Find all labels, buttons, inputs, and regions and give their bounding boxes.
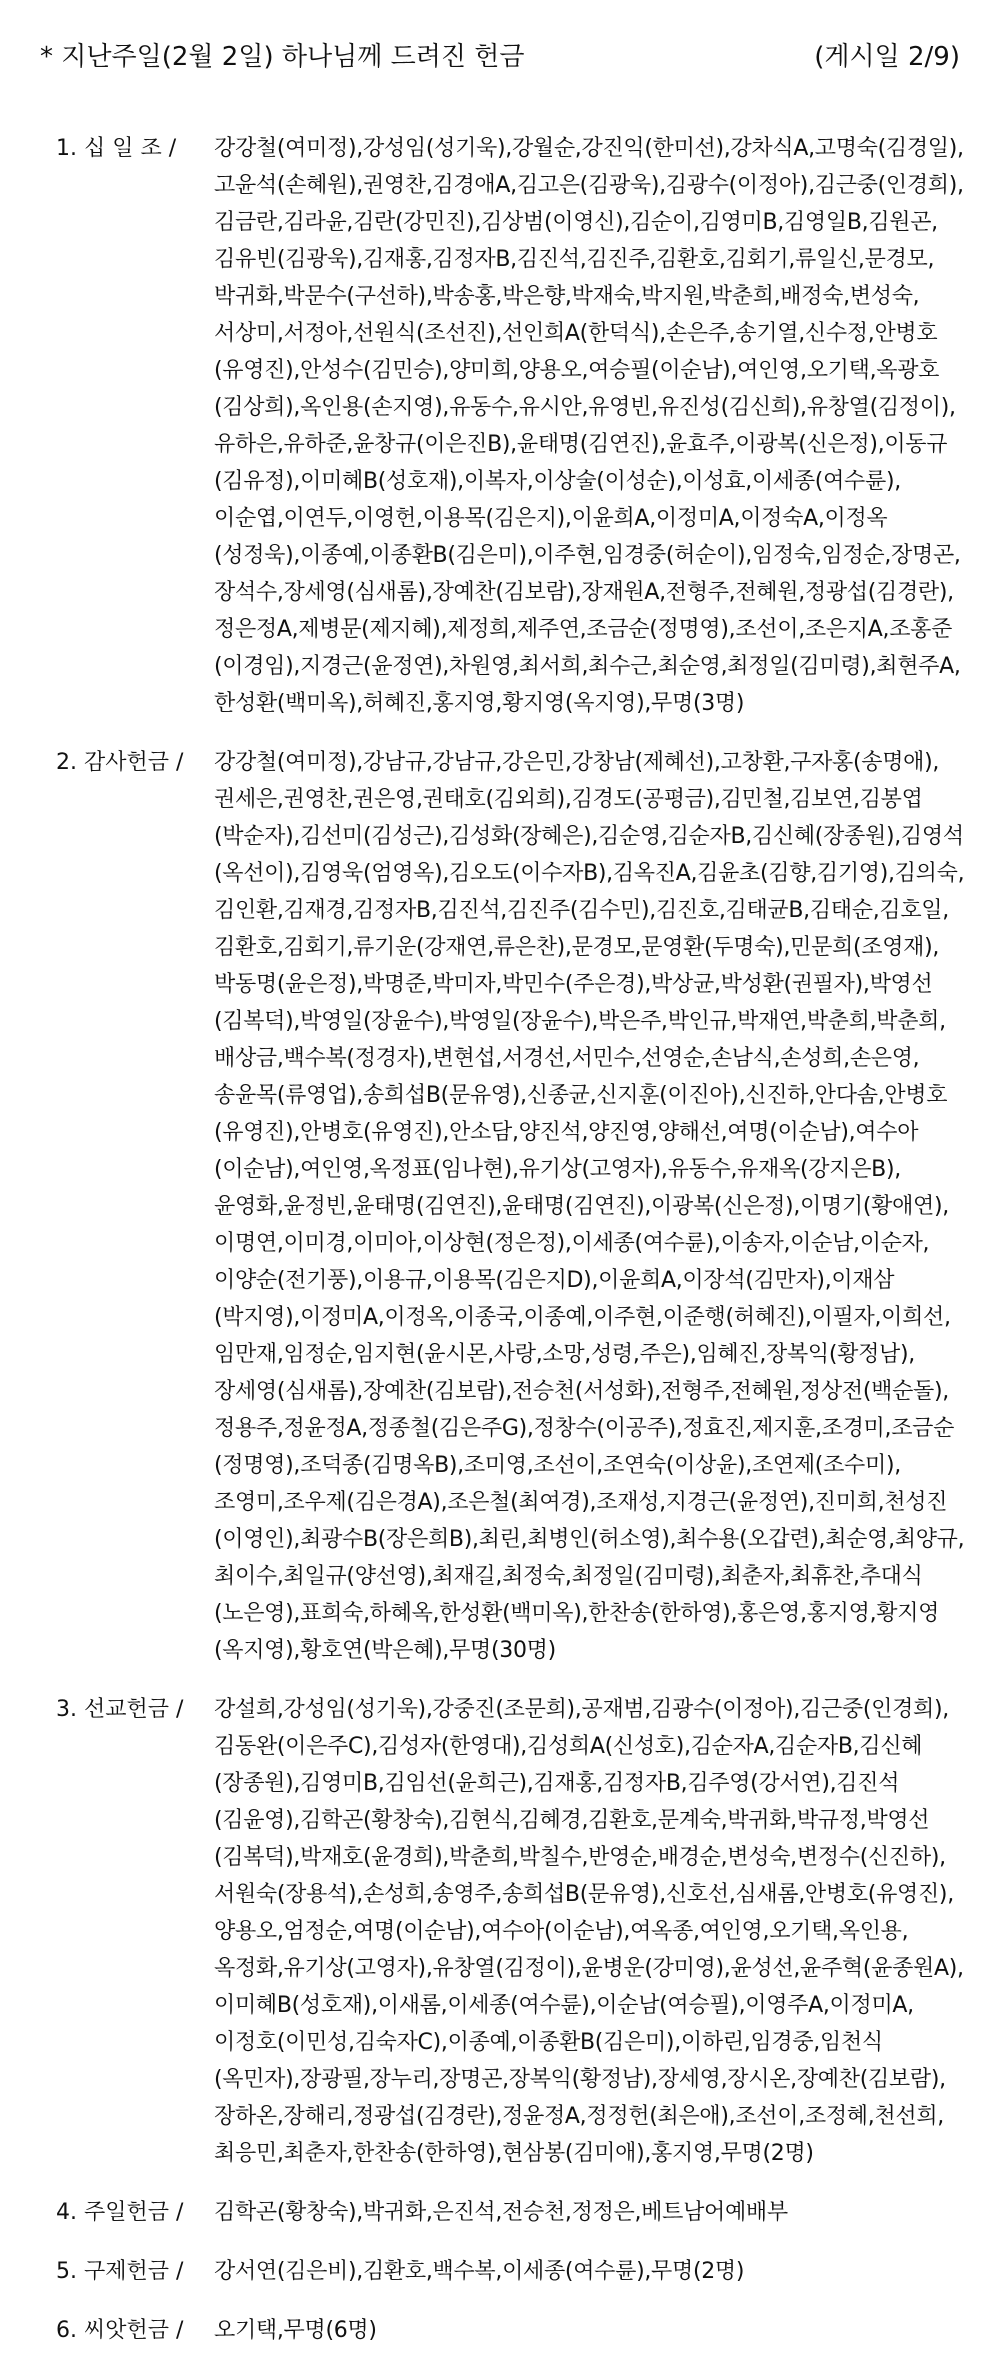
donor-list: 강강철(여미정),강성임(성기욱),강월순,강진익(한미선),강차식A,고명숙(김경일),고윤석(손혜원),권영찬,김경애A,김고은(김광욱),김광수(이정아),김근중(인경희),김금란,김라윤,김란(강민진),김상범(이영신),김순이,김영미B,김영일B,김원곤,김유빈(김광욱),김재홍,김정자B,김진석,김진주,김환호,김회기,류일신,문경모,박귀화,박문수(구선하),박송홍,박은향,박재숙,박지원,박춘희,배정숙,변성숙,서상미,서정아,선원식(조선진),선인희A(한덕식),손은주,송기열,신수정,안병호(유영진),안성수(김민승),양미희,양용오,여승필(이순남),여인영,오기택,옥광호(김상희),옥인용(손지영),유동수,유시안,유영빈,유진성(김신희),유창열(김정이),유하은,유하준,윤창규(이은진B),윤태명(김연진),윤효주,이광복(신은정),이동규(김유정),이미혜B(성호재),이복자,이상술(이성순),이성효,이세종(여수륜),이순엽,이연두,이영헌,이용목(김은지),이윤희A,이정미A,이정숙A,이정옥(성정욱),이종예,이종환B(김은미),이주현,임경중(허순이),임정숙,임정순,장명곤,장석수,장세영(심새롬),장예찬(김보람),장재원A,전형주,전혜원,정광섭(김경란),정은정A,제병문(제지혜),제정희,제주연,조금순(정명영),조선이,조은지A,조홍준(이경임),지경근(윤정연),차원영,최서희,최수근,최순영,최정일(김미령),최현주A,한성환(백미옥),허혜진,홍지영,황지영(옥지영),무명(3명) bbox=[214, 136, 964, 716]
donor-list: 강설희,강성임(성기욱),강중진(조문희),공재범,김광수(이정아),김근중(인경희),김동완(이은주C),김성자(한영대),김성희A(신성호),김순자A,김순자B,김신혜(장종원),김영미B,김임선(윤희근),김재홍,김정자B,김주영(강서연),김진석(김윤영),김학곤(황창숙),김현식,김혜경,김환호,문계숙,박귀화,박규정,박영선(김복덕),박재호(윤경희),박춘희,박칠수,반영순,배경순,변성숙,변정수(신진하),서원숙(장용석),손성희,송영주,송희섭B(문유영),신호선,심새롬,안병호(유영진),양용오,엄정순,여명(이순남),여수아(이순남),여옥종,여인영,오기택,옥인용,옥정화,유기상(고영자),유창열(김정이),윤병운(강미영),윤성선,윤주혁(윤종원A),이미혜B(성호재),이새롬,이세종(여수륜),이순남(여승필),이영주A,이정미A,이정호(이민성,김숙자C),이종예,이종환B(김은미),이하린,임경중,임천식(옥민자),장광필,장누리,장명곤,장복익(황정남),장세영,장시온,장예찬(김보람),장하온,장해리,정광섭(김경란),정윤정A,정정헌(최은애),조선이,조정혜,천선희,최응민,최춘자,한찬송(한하영),현삼봉(김미애),홍지영,무명(2명) bbox=[214, 1697, 964, 2166]
section-label: 6. 씨앗헌금 / bbox=[56, 2318, 184, 2343]
page-title: * 지난주일(2월 2일) 하나님께 드려진 헌금 bbox=[40, 42, 525, 72]
section-label: 4. 주일헌금 / bbox=[56, 2200, 184, 2225]
offering-section-mission bbox=[56, 1691, 968, 2172]
donor-list: 강서연(김은비),김환호,백수복,이세종(여수륜),무명(2명) bbox=[214, 2259, 745, 2284]
offering-section-seed bbox=[56, 2312, 968, 2349]
donor-list: 김학곤(황창숙),박귀화,은진석,전승천,정정은,베트남어예배부 bbox=[214, 2200, 788, 2225]
section-label: 3. 선교헌금 / bbox=[56, 1697, 184, 1722]
section-label: 2. 감사헌금 / bbox=[56, 750, 184, 775]
offering-section-relief bbox=[56, 2253, 968, 2290]
offering-section-sunday bbox=[56, 2194, 968, 2231]
posted-date: (게시일 2/9) bbox=[814, 42, 960, 72]
donor-list: 강강철(여미정),강남규,강남규,강은민,강창남(제혜선),고창환,구자홍(송명애),권세은,권영찬,권은영,권태호(김외희),김경도(공평금),김민철,김보연,김봉엽(박순자),김선미(김성근),김성화(장혜은),김순영,김순자B,김신혜(장종원),김영석(옥선이),김영욱(엄영옥),김오도(이수자B),김옥진A,김윤초(김향,김기영),김의숙,김인환,김재경,김정자B,김진석,김진주(김수민),김진호,김태균B,김태순,김호일,김환호,김회기,류기운(강재연,류은찬),문경모,문영환(두명숙),민문희(조영재),박동명(윤은정),박명준,박미자,박민수(주은경),박상균,박성환(권필자),박영선(김복덕),박영일(장윤수),박영일(장윤수),박은주,박인규,박재연,박춘희,박춘희,배상금,백수복(정경자),변현섭,서경선,서민수,선영순,손남식,손성희,손은영,송윤목(류영업),송희섭B(문유영),신종균,신지훈(이진아),신진하,안다솜,안병호(유영진),안병호(유영진),안소담,양진석,양진영,양해선,여명(이순남),여수아(이순남),여인영,옥정표(임나현),유기상(고영자),유동수,유재옥(강지은B),윤영화,윤정빈,윤태명(김연진),윤태명(김연진),이광복(신은정),이명기(황애연),이명연,이미경,이미아,이상현(정은정),이세종(여수륜),이송자,이순남,이순자,이양순(전기풍),이용규,이용목(김은지D),이윤희A,이장석(김만자),이재삼(박지영),이정미A,이정옥,이종국,이종예,이주현,이준행(허혜진),이필자,이희선,임만재,임정순,임지현(윤시몬,사랑,소망,성령,주은),임혜진,장복익(황정남),장세영(심새롬),장예찬(김보람),전승천(서성화),전형주,전혜원,정상전(백순돌),정용주,정윤정A,정종철(김은주G),정창수(이공주),정효진,제지훈,조경미,조금순(정명영),조덕종(김명옥B),조미영,조선이,조연숙(이상윤),조연제(조수미),조영미,조우제(김은경A),조은철(최여경),조재성,지경근(윤정연),진미희,천성진(이영인),최광수B(장은희B),최린,최병인(허소영),최수용(오갑련),최순영,최양규,최이수,최일규(양선영),최재길,최정숙,최정일(김미령),최춘자,최휴찬,추대식(노은영),표희숙,하혜옥,한성환(백미옥),한찬송(한하영),홍은영,홍지영,황지영(옥지영),황호연(박은혜),무명(30명) bbox=[214, 750, 965, 1663]
offering-sections bbox=[56, 130, 968, 2371]
bulletin-header bbox=[40, 36, 960, 73]
section-label: 1. 십 일 조 / bbox=[56, 136, 177, 161]
offering-section-thanksgiving bbox=[56, 744, 968, 1669]
section-label: 5. 구제헌금 / bbox=[56, 2259, 184, 2284]
donor-list: 오기택,무명(6명) bbox=[214, 2318, 377, 2343]
offering-section-tithe bbox=[56, 130, 968, 722]
